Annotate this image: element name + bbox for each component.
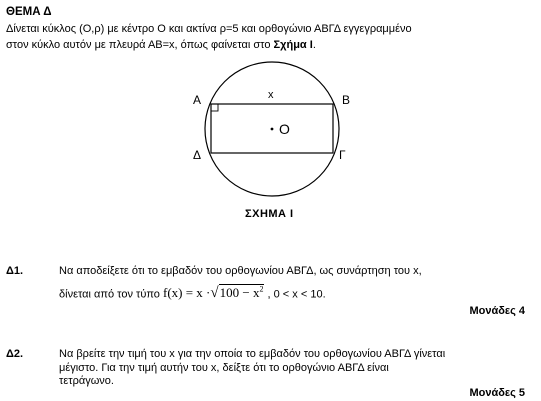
vertex-label-a: Α [193, 93, 202, 107]
question-2-line-1: Να βρείτε την τιμή του x για την οποία το εμβαδόν του ορθογωνίου ΑΒΓΔ γίνεται [59, 348, 446, 360]
center-label-o: Ο [279, 121, 290, 137]
right-angle-mark [211, 104, 218, 111]
question-2-number: Δ2. [6, 348, 24, 360]
question-2-line-2: μέγιστο. Για την τιμή αυτήν του x, δείξτε ότι το ορθογώνιο ΑΒΓΔ είναι [59, 362, 389, 374]
question-1-number: Δ1. [6, 265, 24, 277]
radicand [219, 284, 265, 300]
sqrt-sign: √ [210, 285, 219, 302]
vertex-label-b: Β [342, 93, 351, 107]
intro-line-1: Δίνεται κύκλος (Ο,ρ) με κέντρο Ο και ακτίνα ρ=5 και ορθογώνιο ΑΒΓΔ εγγεγραμμένο [6, 23, 412, 35]
question-2-marks: Μονάδες 5 [469, 387, 525, 399]
domain-condition: , 0 < x < 10. [264, 288, 326, 301]
side-label-x: x [268, 89, 274, 101]
question-1-line-1: Να αποδείξετε ότι το εμβαδόν του ορθογωνίου ΑΒΓΔ, ως συνάρτηση του x, [59, 265, 422, 277]
vertex-label-g: Γ [339, 148, 346, 162]
question-1-line-2 [59, 285, 326, 302]
intro-line-2-text: στον κύκλο αυτόν με πλευρά ΑΒ=x, όπως φαίνεται στο [6, 39, 274, 51]
center-point [271, 128, 274, 131]
radicand-text: 100 − x [219, 285, 260, 301]
figure-reference: Σχήμα Ι [273, 39, 313, 51]
question-1-marks: Μονάδες 4 [469, 305, 525, 317]
intro-line-2-end: . [312, 39, 316, 51]
figure-caption: ΣΧΗΜΑ Ι [245, 208, 294, 220]
vertex-label-d: Δ [193, 148, 202, 162]
question-1-line-2-text: δίνεται από τον τύπο [59, 288, 163, 301]
question-2-line-3: τετράγωνο. [59, 375, 114, 387]
formula-lhs: f(x) = x · [162, 285, 211, 301]
formula-exponent: 2 [259, 285, 264, 294]
area-formula [163, 285, 264, 300]
section-header: ΘΕΜΑ Δ [6, 6, 52, 18]
